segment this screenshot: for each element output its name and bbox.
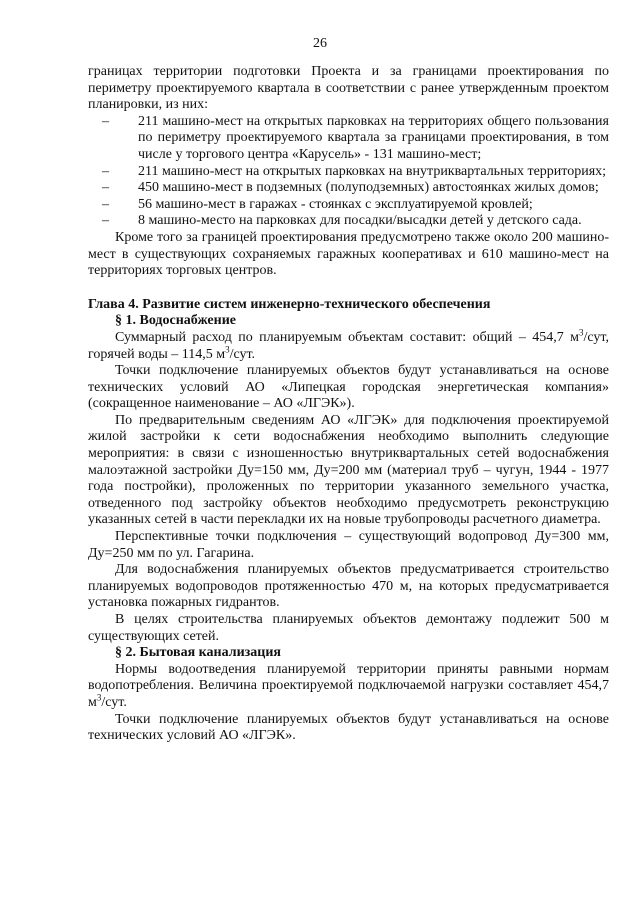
- intro-paragraph: границах территории подготовки Проекта и за границами проектирования по периметру проектируемого квартала в соответствии с ранее утвержденным проектом планировки, из них:: [88, 64, 609, 113]
- dismantling-paragraph: В целях строительства планируемых объектов демонтажу подлежит 500 м существующих сетей.: [88, 612, 609, 644]
- water-pipes-paragraph: Для водоснабжения планируемых объектов предусматривается строительство планируемых водопроводов протяженностью 470 м, на которых предусматривается установка пожарных гидрантов.: [88, 562, 609, 611]
- list-dash: –: [102, 196, 109, 212]
- sewerage-norms-paragraph: Нормы водоотведения планируемой территории приняты равными нормам водопотребления. Величина проектируемой подключаемой нагрузки составляет 454,7 $м^3$/сут.: [88, 661, 609, 710]
- superscript: 3: [579, 327, 584, 338]
- list-item-text: 56 машино-мест в гаражах - стоянках с эксплуатируемой кровлей;: [138, 196, 533, 212]
- section-title-sewerage: § 2. Бытовая канализация: [115, 645, 281, 661]
- spacer: [88, 280, 609, 297]
- list-item: [88, 114, 609, 164]
- list-dash: –: [102, 180, 109, 196]
- list-dash: –: [102, 163, 109, 179]
- list-item-text: 211 машино-мест на открытых парковках на внутриквартальных территориях;: [138, 163, 607, 179]
- preliminary-info-paragraph: По предварительным сведениям АО «ЛГЭК» для подключения проектируемой жилой застройки к сети водоснабжения необходимо выполнить следующие мероприятия: в связи с изношенностью внутриквартальных сетей водоснабжения малоэтажной застройки Ду=150 мм, Ду=200 мм (материал труб – чугун, 1944 - 1977 года постройки), проложенных по территории указанного земельного участка, отведенного под застройку объектов необходимо предусмотреть реконструкцию указанных сетей в части перекладки их на новые трубопроводы расчетного диаметра.: [88, 412, 609, 528]
- section-title-water: § 1. Водоснабжение: [115, 313, 236, 329]
- sewerage-connection-paragraph: Точки подключение планируемых объектов будут устанавливаться на основе технических условий АО «ЛГЭК».: [88, 711, 609, 744]
- list-item: [88, 164, 609, 181]
- list-dash: –: [102, 113, 109, 129]
- list-item-text: 450 машино-мест в подземных (полуподземных) автостоянках жилых домов;: [138, 180, 599, 196]
- list-item-text: 211 машино-мест на открытых парковках на территориях общего пользования по периметру проектируемого квартала за границами проектирования, в том числе у торгового центра «Карусель» - 131 машино-мест;: [138, 113, 609, 162]
- prospective-points-paragraph: Перспективные точки подключения – существующий водопровод Ду=300 мм, Ду=250 мм по ул. Гагарина.: [88, 529, 609, 561]
- list-item: [88, 180, 609, 197]
- list-item: [88, 213, 609, 230]
- water-consumption-paragraph: Суммарный расход по планируемым объектам составит: общий – 454,7 $м^3$/сут, горячей воды – 114,5 $м^3$/сут.: [88, 327, 609, 362]
- chapter-title: Глава 4. Развитие систем инженерно-технического обеспечения: [88, 296, 491, 312]
- page-body: [88, 64, 609, 745]
- superscript: 3: [96, 692, 102, 703]
- list-item-text: 8 машино-место на парковках для посадки/высадки детей у детского сада.: [138, 213, 582, 229]
- list-item: [88, 197, 609, 214]
- extra-parking-paragraph: Кроме того за границей проектирования предусмотрено также около 200 машино-мест в существующих сохраняемых гаражных кооперативах и 610 машино-мест на территориях торговых центров.: [88, 229, 609, 279]
- superscript: 3: [225, 343, 230, 354]
- list-dash: –: [102, 213, 109, 229]
- page-number: 26: [313, 36, 327, 51]
- connection-points-paragraph: Точки подключение планируемых объектов будут устанавливаться на основе технических условий АО «Липецкая городская энергетическая компания» (сокращенное наименование – АО «ЛГЭК»).: [88, 363, 609, 412]
